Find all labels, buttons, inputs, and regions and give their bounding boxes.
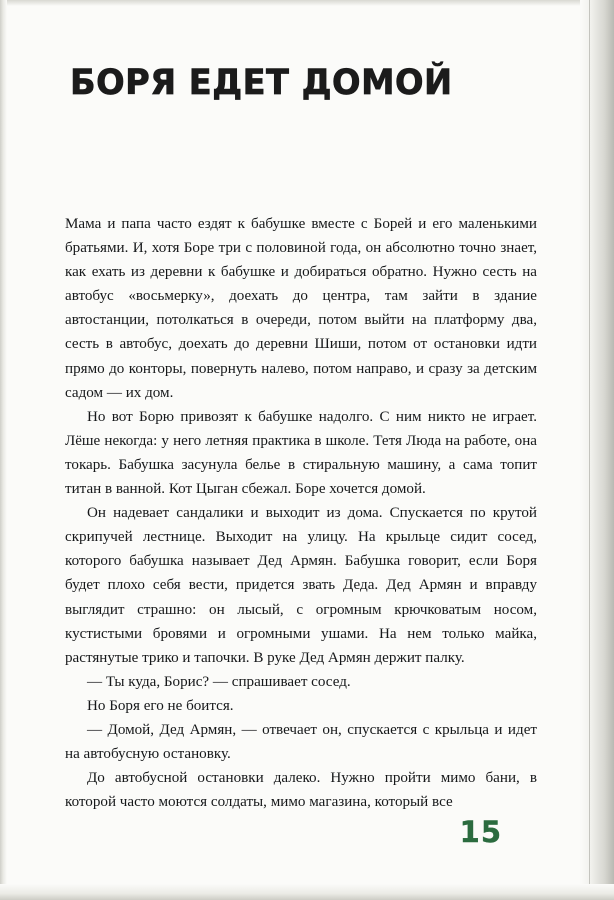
dialogue-line: — Домой, Дед Армян, — отвечает он, спускается с крыльца и идет на автобусную остановку. [65, 721, 537, 763]
paragraph: Он надевает сандалики и выходит из дома. Спускается по крутой скрипучей лестнице. Выходит на улицу. На крыльце сидит сосед, которого бабушка называет Дед Армян. Бабушка говорит, если Боря будет плохо себя вести, придется звать Деда. Дед Армян и вправду выглядит страшно: он лысый, с огромным крючковатым носом, кустистыми бровями и огромными ушами. На нем только майка, растянутые трико и тапочки. В руке Дед Армян держит палку. [65, 505, 537, 666]
paragraph: Но Боря его не боится. [87, 697, 234, 714]
page-left-edge-shadow [0, 0, 7, 900]
page-number: 15 [459, 815, 502, 849]
page-right-edge-shadow [580, 0, 614, 900]
page-content [62, 0, 540, 900]
paragraph: Но вот Борю привозят к бабушке надолго. С ним никто не играет. Лёше некогда: у него летняя практика в школе. Тетя Люда на работе, она токарь. Бабушка засунула белье в стиральную машину, а сама топит титан в ванной. Кот Цыган сбежал. Боре хочется домой. [65, 408, 537, 498]
chapter-title: БОРЯ ЕДЕТ ДОМОЙ [70, 63, 453, 104]
page-edge-line [589, 0, 590, 900]
paragraph: Мама и папа часто ездят к бабушке вместе с Борей и его маленькими братьями. И, хотя Боре три с половиной года, он абсолютно точно знает, как ехать из деревни к бабушке и добираться обратно. Нужно сесть на автобус «восьмерку», доехать до центра, там зайти в здание автостанции, потолкаться в очереди, потом выйти на платформу два, сесть в автобус, доехать до деревни Шиши, потом от остановки идти прямо до конторы, повернуть налево, потом направо, и сразу за детским садом — их дом. [65, 216, 537, 401]
body-text [65, 212, 537, 814]
paragraph: До автобусной остановки далеко. Нужно пройти мимо бани, в которой часто моются солдаты, мимо магазина, который все [65, 770, 537, 811]
dialogue-line: — Ты куда, Борис? — спрашивает сосед. [87, 673, 351, 690]
